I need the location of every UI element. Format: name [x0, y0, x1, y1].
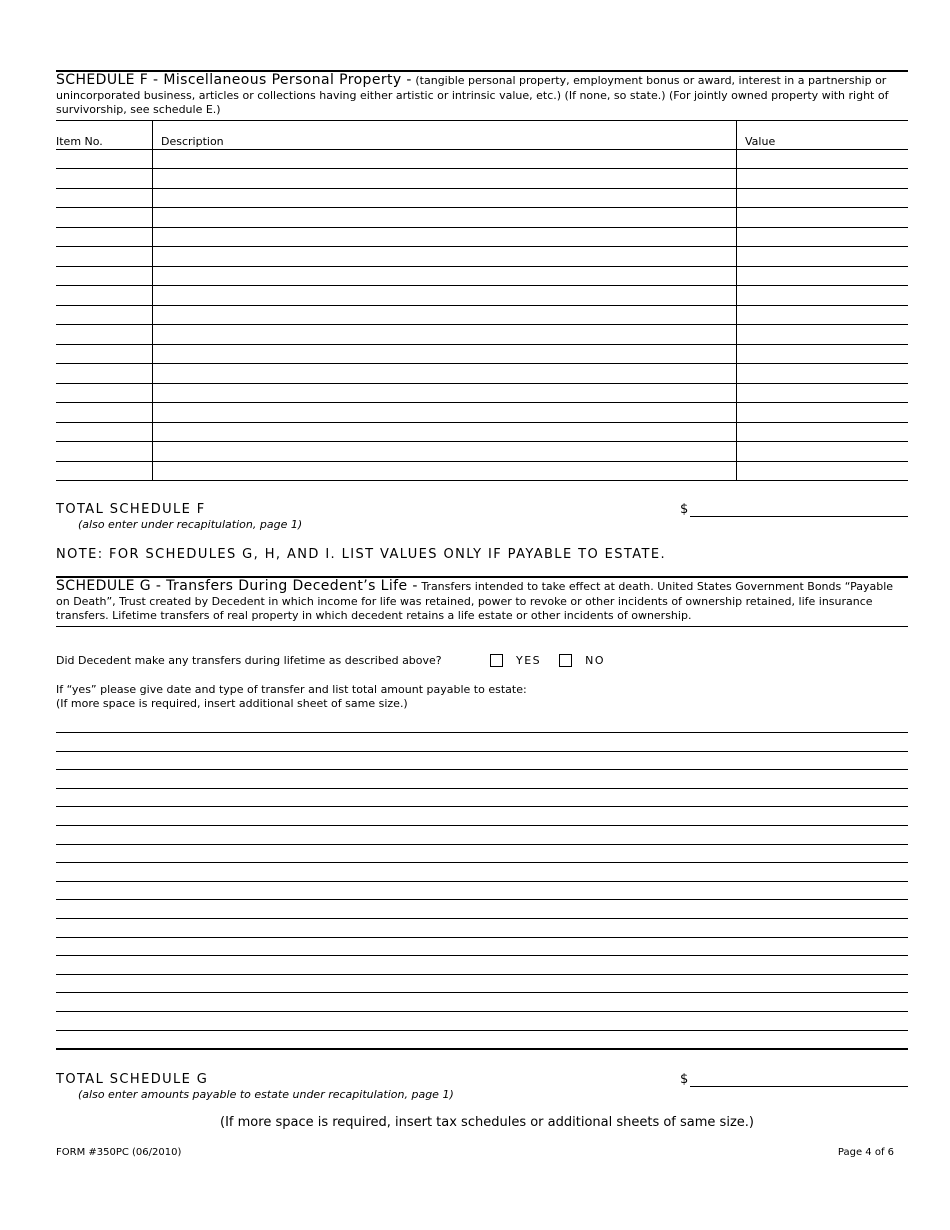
description-cell[interactable] — [153, 345, 737, 364]
writing-line[interactable] — [56, 807, 908, 826]
item-no-cell[interactable] — [56, 325, 153, 344]
description-cell[interactable] — [153, 442, 737, 461]
item-no-cell[interactable] — [56, 364, 153, 383]
writing-line[interactable] — [56, 733, 908, 752]
value-cell[interactable] — [737, 403, 908, 422]
value-cell[interactable] — [737, 384, 908, 403]
schedule-g-description: Transfers intended to take effect at death. United States Government Bonds “Payable on Death”, Trust created by Decedent in which income for life was retained, power to revoke or other incidents of ownership retained, life insurance transfers. Lifetime transfers of real property in which decedent retains a life estate or other incidents of ownership. — [56, 580, 894, 622]
item-no-cell[interactable] — [56, 189, 153, 208]
table-row — [56, 345, 908, 365]
total-schedule-f-note: (also enter under recapitulation, page 1) — [78, 518, 303, 531]
schedule-f-table-header — [56, 121, 908, 150]
form-id: FORM #350PC (06/2010) — [56, 1147, 182, 1158]
transfers-question: Did Decedent make any transfers during lifetime as described above? — [56, 653, 442, 667]
schedules-note: NOTE: FOR SCHEDULES G, H, AND I. LIST VALUES ONLY IF PAYABLE TO ESTATE. — [56, 547, 666, 562]
table-row — [56, 208, 908, 228]
item-no-cell[interactable] — [56, 208, 153, 227]
value-cell[interactable] — [737, 286, 908, 305]
item-no-cell[interactable] — [56, 384, 153, 403]
yes-checkbox[interactable] — [490, 654, 503, 667]
more-space-note: (If more space is required, insert tax schedules or additional sheets of same size.) — [220, 1115, 754, 1131]
writing-line[interactable] — [56, 845, 908, 864]
table-row — [56, 364, 908, 384]
value-cell[interactable] — [737, 364, 908, 383]
schedule-g-header — [56, 576, 908, 627]
table-row — [56, 442, 908, 462]
description-cell[interactable] — [153, 247, 737, 266]
item-no-cell[interactable] — [56, 403, 153, 422]
page-number: Page 4 of 6 — [837, 1147, 894, 1158]
item-no-cell[interactable] — [56, 247, 153, 266]
writing-line[interactable] — [56, 770, 908, 789]
item-no-cell[interactable] — [56, 462, 153, 481]
writing-line[interactable] — [56, 826, 908, 845]
writing-line[interactable] — [56, 715, 908, 734]
value-cell[interactable] — [737, 169, 908, 188]
total-schedule-g-line — [56, 1069, 908, 1087]
description-cell[interactable] — [153, 228, 737, 247]
total-schedule-g-currency: $ — [680, 1072, 689, 1088]
schedule-g-writing-lines — [56, 715, 908, 1051]
total-schedule-g-label: TOTAL SCHEDULE G — [56, 1072, 209, 1088]
schedule-f-description: (tangible personal property, employment bonus or award, interest in a partnership or unincorporated business, articles or collections having either artistic or intrinsic value, etc.) (If none, so state.) (For jointly owned property with right of survivorship, see schedule E.) — [56, 74, 889, 116]
description-cell[interactable] — [153, 403, 737, 422]
value-cell[interactable] — [737, 267, 908, 286]
table-row — [56, 247, 908, 267]
item-no-cell[interactable] — [56, 442, 153, 461]
no-label: NO — [585, 653, 606, 667]
item-no-cell[interactable] — [56, 306, 153, 325]
description-cell[interactable] — [153, 423, 737, 442]
table-row — [56, 150, 908, 170]
schedule-f-header — [56, 72, 908, 118]
writing-line[interactable] — [56, 882, 908, 901]
writing-line[interactable] — [56, 956, 908, 975]
value-cell[interactable] — [737, 247, 908, 266]
table-row — [56, 403, 908, 423]
value-cell[interactable] — [737, 306, 908, 325]
column-header-value: Value — [745, 134, 776, 148]
column-header-description: Description — [153, 121, 737, 149]
item-no-cell[interactable] — [56, 228, 153, 247]
column-header-item-no: Item No. — [56, 121, 153, 149]
total-schedule-g-field[interactable] — [690, 1070, 908, 1087]
writing-line[interactable] — [56, 752, 908, 771]
table-row — [56, 267, 908, 287]
table-row — [56, 462, 908, 482]
writing-line[interactable] — [56, 1012, 908, 1031]
value-cell[interactable] — [737, 423, 908, 442]
writing-line[interactable] — [56, 993, 908, 1012]
value-cell[interactable] — [737, 442, 908, 461]
schedule-f-table — [56, 120, 908, 482]
description-cell[interactable] — [153, 208, 737, 227]
schedule-g-instruction-1: If “yes” please give date and type of transfer and list total amount payable to estate: — [56, 682, 527, 696]
description-cell[interactable] — [153, 462, 737, 481]
value-cell[interactable] — [737, 150, 908, 169]
description-cell[interactable] — [153, 306, 737, 325]
description-cell[interactable] — [153, 325, 737, 344]
writing-line[interactable] — [56, 975, 908, 994]
value-cell[interactable] — [737, 325, 908, 344]
yes-label: YES — [516, 653, 542, 667]
description-cell[interactable] — [153, 286, 737, 305]
writing-line[interactable] — [56, 900, 908, 919]
writing-line[interactable] — [56, 863, 908, 882]
description-cell[interactable] — [153, 267, 737, 286]
value-cell[interactable] — [737, 345, 908, 364]
value-cell[interactable] — [737, 228, 908, 247]
table-row — [56, 189, 908, 209]
table-row — [56, 169, 908, 189]
description-cell[interactable] — [153, 384, 737, 403]
total-schedule-g-note: (also enter amounts payable to estate under recapitulation, page 1) — [78, 1088, 454, 1102]
table-row — [56, 384, 908, 404]
schedule-g-instructions — [56, 683, 908, 711]
value-cell[interactable] — [737, 462, 908, 481]
value-cell[interactable] — [737, 189, 908, 208]
writing-line[interactable] — [56, 919, 908, 938]
table-row — [56, 306, 908, 326]
total-schedule-f-currency: $ — [680, 502, 689, 517]
description-cell[interactable] — [153, 150, 737, 169]
schedule-f-rows — [56, 150, 908, 482]
item-no-cell[interactable] — [56, 423, 153, 442]
schedule-g-title: SCHEDULE G - Transfers During Decedent’s Life - — [56, 578, 418, 594]
no-checkbox[interactable] — [559, 654, 572, 667]
description-cell[interactable] — [153, 364, 737, 383]
writing-line[interactable] — [56, 1031, 908, 1051]
total-schedule-f-label: TOTAL SCHEDULE F — [56, 502, 206, 517]
value-cell[interactable] — [737, 208, 908, 227]
item-no-cell[interactable] — [56, 150, 153, 169]
item-no-cell[interactable] — [56, 169, 153, 188]
form-page — [56, 70, 908, 1130]
transfers-question-row — [56, 654, 908, 667]
table-row — [56, 325, 908, 345]
page-footer — [56, 1147, 894, 1158]
writing-line[interactable] — [56, 938, 908, 957]
table-row — [56, 286, 908, 306]
table-row — [56, 423, 908, 443]
description-cell[interactable] — [153, 189, 737, 208]
schedule-g-header-text — [56, 578, 908, 627]
total-schedule-f-line — [56, 499, 908, 517]
total-schedule-f-field[interactable] — [690, 500, 908, 517]
schedule-g-instruction-2: (If more space is required, insert additional sheet of same size.) — [56, 696, 408, 710]
schedule-f-title: SCHEDULE F - Miscellaneous Personal Property - — [56, 72, 412, 88]
item-no-cell[interactable] — [56, 286, 153, 305]
table-row — [56, 228, 908, 248]
description-cell[interactable] — [153, 169, 737, 188]
item-no-cell[interactable] — [56, 267, 153, 286]
writing-line[interactable] — [56, 789, 908, 808]
item-no-cell[interactable] — [56, 345, 153, 364]
